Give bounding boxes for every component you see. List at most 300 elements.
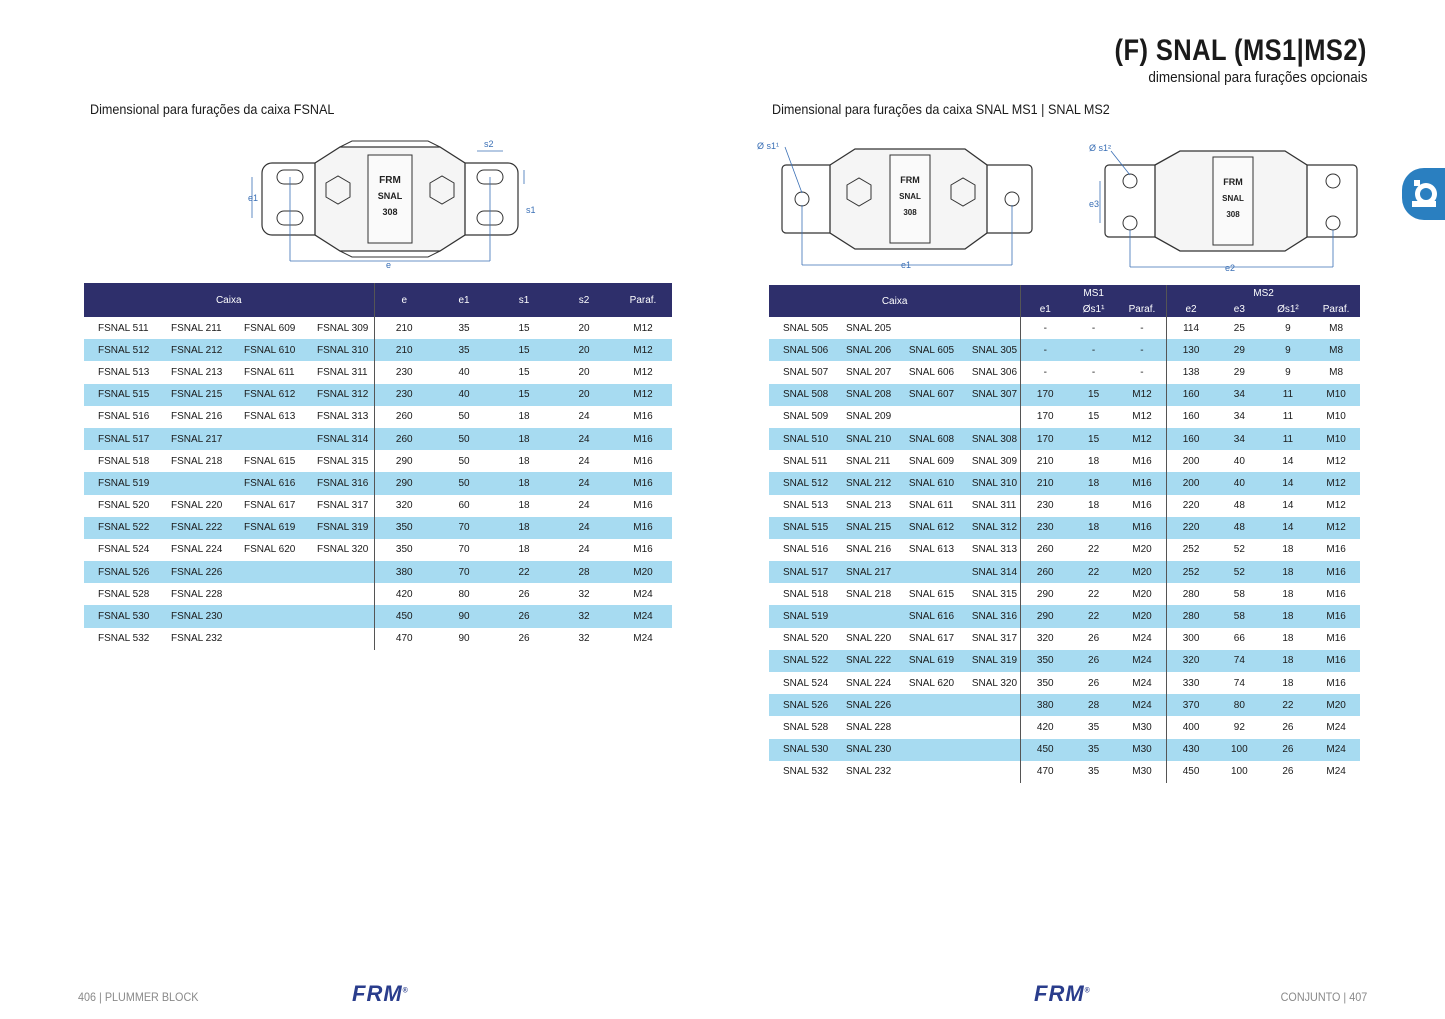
housing-code-cell: FSNAL 620: [244, 544, 296, 556]
housing-code-cell: FSNAL 217: [157, 428, 230, 450]
housing-code-cell: FSNAL 215: [157, 384, 230, 406]
housing-code-cell: FSNAL 309: [317, 322, 369, 334]
housing-code-cell: FSNAL 222: [157, 517, 230, 539]
dimension-cell: 9: [1285, 366, 1291, 378]
housing-code-cell: [230, 605, 303, 627]
housing-code-cell: SNAL 213: [845, 500, 892, 512]
dimension-cell: 290: [1021, 583, 1070, 605]
dimension-cell: 40: [458, 366, 470, 378]
dimension-cell: 20: [578, 366, 590, 378]
dimension-cell: 350: [1021, 650, 1070, 672]
dimension-cell: 15: [1088, 411, 1100, 423]
housing-code-cell: SNAL 606: [908, 366, 955, 378]
dimension-cell: 15: [1069, 428, 1118, 450]
dimension-cell: 58: [1215, 605, 1264, 627]
footer-page-right: CONJUNTO | 407: [1280, 990, 1367, 1004]
housing-code-cell: FSNAL 228: [171, 588, 223, 600]
table-row: [769, 517, 1360, 539]
dimension-cell: 48: [1233, 500, 1245, 512]
dimension-cell: 160: [1167, 406, 1216, 428]
dimension-cell: 290: [1021, 605, 1070, 627]
dimension-cell: 18: [494, 472, 554, 494]
dimension-cell: M12: [1326, 500, 1346, 512]
footer-page-left: 406 | PLUMMER BLOCK: [78, 990, 199, 1004]
col-header-s1-1: Øs1¹: [1069, 301, 1118, 317]
dimension-cell: -: [1140, 366, 1144, 378]
dim-label-s1: s1: [526, 205, 536, 215]
dimension-cell: 200: [1167, 472, 1216, 494]
table-row: [769, 739, 1360, 761]
housing-code-cell: SNAL 613: [908, 544, 955, 556]
dimension-cell: 15: [494, 339, 554, 361]
dimension-cell: 300: [1167, 628, 1216, 650]
table-row: [84, 361, 672, 383]
housing-code-cell: SNAL 315: [971, 588, 1018, 600]
dimension-cell: 40: [1215, 472, 1264, 494]
housing-code-cell: [832, 605, 895, 627]
dimension-cell: 24: [554, 428, 614, 450]
dimension-cell: 32: [554, 605, 614, 627]
housing-code-cell: [895, 716, 958, 738]
dimension-cell: 20: [554, 339, 614, 361]
dimension-cell: M16: [614, 517, 672, 539]
housing-code-cell: SNAL 209: [845, 411, 892, 423]
dimension-cell: M16: [1312, 561, 1360, 583]
housing-code-cell: SNAL 316: [958, 605, 1021, 627]
dimension-cell: 170: [1021, 428, 1070, 450]
dimension-cell: M24: [1118, 650, 1167, 672]
table-row: [769, 650, 1360, 672]
housing-code-cell: [230, 583, 303, 605]
dimension-cell: 24: [578, 500, 590, 512]
dimension-cell: 92: [1233, 721, 1245, 733]
dimension-cell: 32: [578, 633, 590, 645]
dimension-cell: 260: [374, 406, 434, 428]
table-row: [769, 450, 1360, 472]
brand-text: FRM: [352, 981, 403, 1006]
dimension-cell: 350: [374, 517, 434, 539]
dimension-cell: M16: [1118, 517, 1167, 539]
dimension-cell: 34: [1215, 384, 1264, 406]
ms2-dim-e3: e3: [1089, 199, 1100, 209]
housing-code-cell: FSNAL 226: [157, 561, 230, 583]
table-row: [84, 495, 672, 517]
dimension-cell: 380: [374, 561, 434, 583]
dimension-cell: 50: [458, 411, 470, 423]
housing-code-cell: SNAL 605: [895, 339, 958, 361]
housing-code-cell: FSNAL 520: [98, 500, 150, 512]
housing-code-cell: FSNAL 528: [98, 588, 150, 600]
table-row: [84, 384, 672, 406]
dimension-cell: 20: [578, 322, 590, 334]
housing-code-cell: [303, 605, 374, 627]
dimension-cell: 52: [1233, 544, 1245, 556]
dimension-cell: 420: [374, 583, 434, 605]
dimension-cell: 290: [374, 472, 434, 494]
housing-code-cell: SNAL 305: [958, 339, 1021, 361]
ms1-size-text: 308: [903, 208, 917, 217]
housing-code-cell: SNAL 224: [845, 677, 892, 689]
table-row: [769, 428, 1360, 450]
dimension-cell: 22: [1069, 605, 1118, 627]
housing-code-cell: SNAL 513: [783, 500, 829, 512]
dimension-cell: 18: [1069, 472, 1118, 494]
col-header-e1: e1: [1021, 301, 1070, 317]
housing-code-cell: SNAL 320: [971, 677, 1018, 689]
table-row: [769, 539, 1360, 561]
housing-code-cell: SNAL 512: [769, 472, 832, 494]
dimension-cell: 15: [518, 366, 530, 378]
dimension-cell: M24: [1132, 633, 1152, 645]
dimension-cell: 320: [374, 495, 434, 517]
housing-code-cell: SNAL 217: [832, 561, 895, 583]
housing-code-cell: FSNAL 313: [317, 411, 369, 423]
col-header-s1: s1: [494, 283, 554, 317]
snal-ms-dimension-table: [769, 285, 1360, 783]
housing-code-cell: SNAL 517: [769, 561, 832, 583]
col-header-e1: e1: [434, 283, 494, 317]
bearing-housing-icon: [1402, 168, 1445, 220]
col-header-paraf-ms2: Paraf.: [1312, 301, 1360, 317]
dimension-cell: M16: [633, 500, 653, 512]
housing-code-cell: SNAL 530: [769, 739, 832, 761]
dimension-cell: M12: [614, 384, 672, 406]
table-row: [84, 472, 672, 494]
housing-code-cell: FSNAL 615: [244, 455, 296, 467]
housing-code-cell: FSNAL 315: [317, 455, 369, 467]
dimension-cell: 26: [1088, 677, 1100, 689]
housing-code-cell: [895, 761, 958, 783]
housing-code-cell: SNAL 520: [783, 633, 829, 645]
ms1-dim-e1: e1: [901, 260, 912, 270]
housing-code-cell: SNAL 226: [832, 694, 895, 716]
dimension-cell: M24: [1326, 766, 1346, 778]
dimension-cell: 11: [1264, 428, 1313, 450]
dimension-cell: M16: [1326, 633, 1346, 645]
dimension-cell: 280: [1167, 583, 1216, 605]
housing-code-cell: FSNAL 619: [230, 517, 303, 539]
table-row: [769, 605, 1360, 627]
group-header-ms2: MS2: [1167, 285, 1360, 301]
housing-code-cell: [958, 406, 1021, 428]
dimension-cell: -: [1021, 361, 1070, 383]
ms1-model-text: SNAL: [899, 192, 921, 201]
dimension-cell: 24: [554, 472, 614, 494]
housing-code-cell: FSNAL 320: [317, 544, 369, 556]
dimension-cell: 24: [578, 544, 590, 556]
dimension-cell: 160: [1167, 384, 1216, 406]
dimension-cell: M20: [1132, 588, 1152, 600]
housing-code-cell: FSNAL 232: [171, 633, 223, 645]
housing-code-cell: SNAL 216: [845, 544, 892, 556]
dimension-cell: 90: [458, 633, 470, 645]
drawing-model-text: SNAL: [377, 191, 403, 201]
dimension-cell: 26: [518, 588, 530, 600]
brand-logo-right: [1034, 981, 1091, 1007]
table-row: [769, 384, 1360, 406]
housing-code-cell: FSNAL 530: [84, 605, 157, 627]
dimension-cell: 450: [374, 605, 434, 627]
dimension-cell: 26: [1264, 739, 1313, 761]
dimension-cell: -: [1118, 339, 1167, 361]
dimension-cell: 80: [1215, 694, 1264, 716]
table-row: [84, 561, 672, 583]
housing-code-cell: FSNAL 524: [98, 544, 150, 556]
drawing-size-text: 308: [382, 207, 398, 217]
housing-code-cell: SNAL 208: [832, 384, 895, 406]
dimension-cell: 138: [1167, 361, 1216, 383]
dimension-cell: 11: [1282, 411, 1294, 423]
col-header-s2: s2: [554, 283, 614, 317]
dimension-cell: 18: [494, 428, 554, 450]
col-header-e2: e2: [1167, 301, 1216, 317]
table-row: [84, 428, 672, 450]
dimension-cell: M12: [633, 366, 653, 378]
table-row: [769, 583, 1360, 605]
dimension-cell: 58: [1233, 588, 1245, 600]
dimension-cell: 18: [1282, 677, 1294, 689]
dimension-cell: 66: [1233, 633, 1245, 645]
dimension-cell: 34: [1233, 411, 1245, 423]
housing-code-cell: SNAL 307: [958, 384, 1021, 406]
dimension-cell: 22: [1088, 544, 1100, 556]
housing-code-cell: SNAL 519: [769, 605, 832, 627]
housing-code-cell: FSNAL 616: [230, 472, 303, 494]
section-tab[interactable]: [1402, 168, 1445, 220]
ms2-dim-e2: e2: [1225, 263, 1236, 273]
housing-code-cell: SNAL 612: [895, 517, 958, 539]
dimension-cell: M16: [1326, 544, 1346, 556]
dimension-cell: 40: [434, 384, 494, 406]
dimension-cell: M16: [1312, 650, 1360, 672]
housing-code-cell: FSNAL 532: [98, 633, 150, 645]
dimension-cell: 380: [1021, 694, 1070, 716]
dimension-cell: -: [1021, 317, 1070, 339]
dimension-cell: M16: [1326, 677, 1346, 689]
dimension-cell: 22: [1069, 561, 1118, 583]
dimension-cell: 22: [1088, 588, 1100, 600]
housing-code-cell: SNAL 505: [783, 322, 829, 334]
dimension-cell: 210: [374, 339, 434, 361]
dimension-cell: 18: [1088, 455, 1100, 467]
housing-code-cell: FSNAL 517: [84, 428, 157, 450]
dimension-cell: 100: [1215, 739, 1264, 761]
dimension-cell: -: [1021, 339, 1070, 361]
housing-code-cell: [958, 694, 1021, 716]
dimension-cell: M30: [1132, 766, 1152, 778]
housing-code-cell: SNAL 511: [783, 455, 828, 467]
housing-code-cell: SNAL 206: [832, 339, 895, 361]
dimension-cell: 60: [458, 500, 470, 512]
dimension-cell: 220: [1167, 495, 1216, 517]
dimension-cell: M24: [614, 605, 672, 627]
housing-code-cell: SNAL 619: [895, 650, 958, 672]
dimension-cell: M20: [614, 561, 672, 583]
dimension-cell: M16: [633, 455, 653, 467]
housing-code-cell: FSNAL 518: [98, 455, 150, 467]
dimension-cell: 18: [1264, 605, 1313, 627]
dimension-cell: 26: [1069, 650, 1118, 672]
housing-code-cell: FSNAL 526: [84, 561, 157, 583]
table-row: [769, 628, 1360, 650]
housing-code-cell: FSNAL 317: [317, 500, 369, 512]
table-row: [769, 561, 1360, 583]
dimension-cell: 18: [518, 500, 530, 512]
housing-code-cell: FSNAL 316: [303, 472, 374, 494]
housing-code-cell: SNAL 528: [783, 721, 829, 733]
table-row: [769, 761, 1360, 783]
dimension-cell: M30: [1132, 721, 1152, 733]
dimension-cell: 450: [1021, 739, 1070, 761]
dimension-cell: M12: [1118, 428, 1167, 450]
dimension-cell: M16: [614, 428, 672, 450]
dimension-cell: M16: [614, 472, 672, 494]
housing-code-cell: SNAL 507: [783, 366, 829, 378]
dimension-cell: M8: [1312, 339, 1360, 361]
dimension-cell: 18: [518, 411, 530, 423]
housing-code-cell: SNAL 510: [769, 428, 832, 450]
dimension-cell: 32: [578, 588, 590, 600]
housing-code-cell: SNAL 610: [895, 472, 958, 494]
housing-code-cell: SNAL 518: [783, 588, 829, 600]
housing-code-cell: SNAL 609: [908, 455, 955, 467]
dimension-cell: 350: [1021, 672, 1070, 694]
dimension-cell: 170: [1021, 384, 1070, 406]
dimension-cell: 35: [1088, 721, 1100, 733]
ms2-size-text: 308: [1226, 210, 1240, 219]
housing-code-cell: FSNAL 224: [171, 544, 223, 556]
ms1-dim-s1: Ø s1¹: [757, 141, 780, 151]
housing-code-cell: FSNAL 515: [84, 384, 157, 406]
dimension-cell: 28: [1069, 694, 1118, 716]
housing-code-cell: SNAL 218: [845, 588, 892, 600]
housing-code-cell: [230, 561, 303, 583]
right-section-title: Dimensional para furações da caixa SNAL MS1 | SNAL MS2: [772, 101, 1110, 117]
table-row: [769, 472, 1360, 494]
dimension-cell: 15: [518, 322, 530, 334]
dimension-cell: 9: [1264, 339, 1313, 361]
dimension-cell: M12: [1132, 411, 1152, 423]
dimension-cell: 74: [1215, 650, 1264, 672]
dimension-cell: 470: [374, 628, 434, 650]
dimension-cell: 26: [1088, 633, 1100, 645]
dimension-cell: M12: [1118, 384, 1167, 406]
dimension-cell: M24: [1132, 677, 1152, 689]
housing-code-cell: SNAL 310: [958, 472, 1021, 494]
dimension-cell: 50: [434, 428, 494, 450]
dimension-cell: 280: [1167, 605, 1216, 627]
housing-code-cell: SNAL 230: [832, 739, 895, 761]
dimension-cell: 50: [434, 472, 494, 494]
housing-code-cell: [303, 628, 374, 650]
dimension-cell: 350: [374, 539, 434, 561]
dimension-cell: -: [1140, 322, 1144, 334]
dimension-cell: 160: [1167, 428, 1216, 450]
housing-code-cell: SNAL 617: [908, 633, 955, 645]
housing-code-cell: SNAL 608: [895, 428, 958, 450]
housing-code-cell: FSNAL 611: [244, 366, 295, 378]
dimension-cell: M10: [1312, 428, 1360, 450]
housing-code-cell: SNAL 516: [783, 544, 829, 556]
dimension-cell: -: [1091, 366, 1096, 378]
dimension-cell: 230: [374, 361, 434, 383]
dimension-cell: 35: [1069, 739, 1118, 761]
housing-code-cell: [230, 428, 303, 450]
housing-code-cell: SNAL 232: [845, 766, 892, 778]
housing-code-cell: SNAL 317: [971, 633, 1018, 645]
dimension-cell: M12: [614, 339, 672, 361]
drawing-brand-text: FRM: [379, 175, 401, 186]
housing-code-cell: FSNAL 216: [171, 411, 223, 423]
dimension-cell: 70: [434, 517, 494, 539]
dimension-cell: 25: [1233, 322, 1245, 334]
dimension-cell: 22: [1264, 694, 1313, 716]
dimension-cell: M16: [1326, 588, 1346, 600]
dimension-cell: 320: [1021, 628, 1070, 650]
housing-code-cell: FSNAL 212: [157, 339, 230, 361]
table-row: [84, 628, 672, 650]
housing-code-cell: [895, 317, 958, 339]
ms2-dim-s1: Ø s1²: [1089, 143, 1112, 153]
dimension-cell: M10: [1326, 411, 1346, 423]
housing-code-cell: FSNAL 311: [317, 366, 368, 378]
dimension-cell: M12: [1312, 517, 1360, 539]
housing-code-cell: [157, 472, 230, 494]
housing-code-cell: FSNAL 609: [244, 322, 296, 334]
dimension-cell: M12: [1312, 472, 1360, 494]
housing-code-cell: FSNAL 211: [171, 322, 222, 334]
table-row: [769, 339, 1360, 361]
dimension-cell: 210: [1021, 450, 1070, 472]
col-header-caixa: Caixa: [769, 285, 1021, 317]
dimension-cell: 80: [458, 588, 470, 600]
housing-code-cell: SNAL 616: [895, 605, 958, 627]
dimension-cell: 330: [1167, 672, 1216, 694]
dimension-cell: M16: [1132, 455, 1152, 467]
group-header-ms1: MS1: [1021, 285, 1167, 301]
dimension-cell: 22: [494, 561, 554, 583]
housing-code-cell: FSNAL 617: [244, 500, 296, 512]
housing-code-cell: [895, 694, 958, 716]
housing-code-cell: FSNAL 319: [303, 517, 374, 539]
housing-code-cell: [958, 317, 1021, 339]
dimension-cell: 18: [1264, 650, 1313, 672]
ms2-model-text: SNAL: [1222, 194, 1244, 203]
col-header-paraf: Paraf.: [614, 283, 672, 317]
housing-code-cell: FSNAL 519: [84, 472, 157, 494]
left-section-title: Dimensional para furações da caixa FSNAL: [90, 101, 335, 117]
dimension-cell: 18: [1264, 561, 1313, 583]
housing-code-cell: FSNAL 310: [303, 339, 374, 361]
dimension-cell: 252: [1167, 539, 1216, 561]
col-header-s1-2: Øs1²: [1264, 301, 1313, 317]
dimension-cell: M16: [1132, 500, 1152, 512]
dimension-cell: M8: [1329, 322, 1344, 334]
dimension-cell: 18: [1088, 500, 1100, 512]
dimension-cell: 18: [1282, 588, 1294, 600]
dimension-cell: 24: [578, 411, 590, 423]
dimension-cell: 70: [458, 544, 470, 556]
dimension-cell: M16: [1312, 605, 1360, 627]
table-row: [769, 495, 1360, 517]
dim-label-s2: s2: [484, 139, 494, 149]
housing-code-cell: SNAL 210: [832, 428, 895, 450]
housing-code-cell: SNAL 515: [769, 517, 832, 539]
dimension-cell: M12: [633, 322, 653, 334]
housing-code-cell: SNAL 532: [783, 766, 829, 778]
dimension-cell: M8: [1329, 366, 1344, 378]
dimension-cell: M24: [1118, 694, 1167, 716]
